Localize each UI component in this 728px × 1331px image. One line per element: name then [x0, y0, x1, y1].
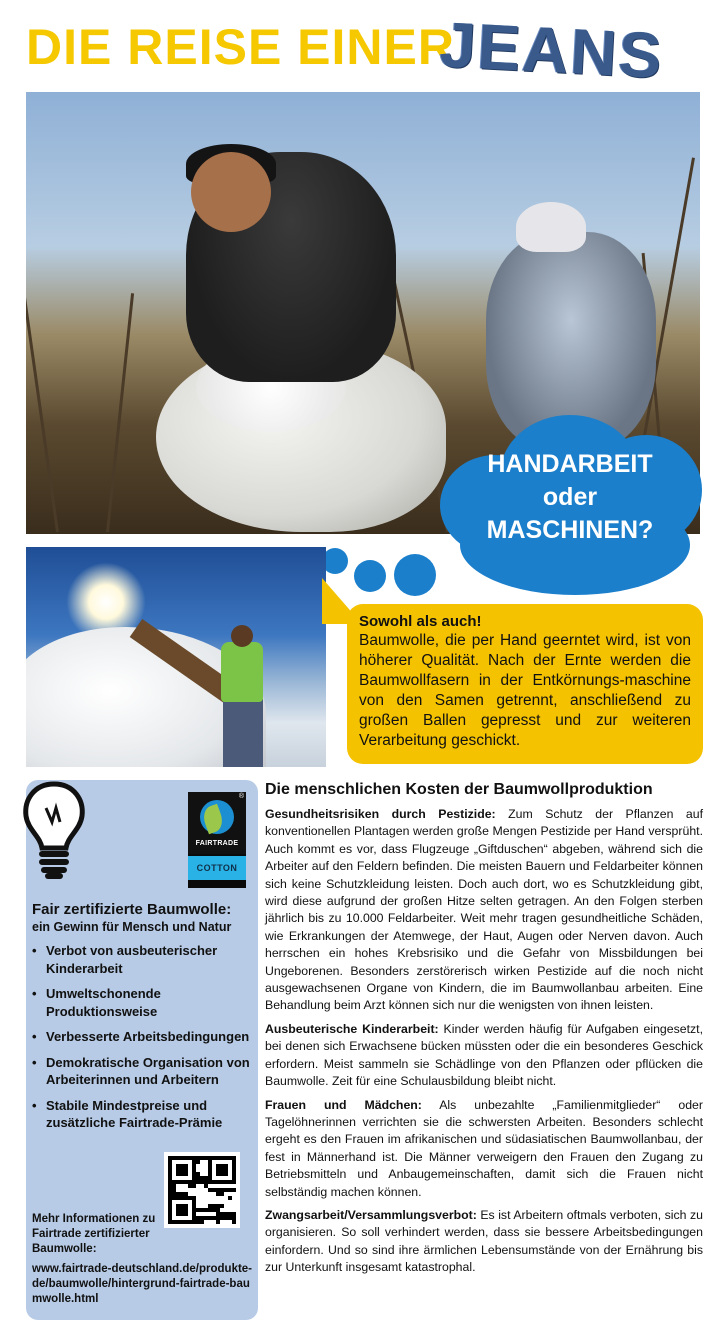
answer-body: Baumwolle, die per Hand geerntet wird, ist von höherer Qualität. Nach der Ernte werden die Baumwollfasern in der Entkörnungs-maschine von den Samen getrennt, anschließend zu großen Ballen gepresst und zur weiteren Verarbeitung geschickt. [359, 632, 691, 749]
article [265, 780, 703, 1283]
qr-code[interactable] [164, 1152, 240, 1228]
registered-mark: ® [238, 793, 244, 800]
cloud-line-1: HANDARBEIT [487, 450, 653, 478]
cloud-question [445, 448, 695, 547]
fairtrade-logo-name: FAIRTRADE [195, 840, 239, 847]
benefit-item: • Verbesserte Arbeitsbedingungen [32, 1028, 252, 1046]
article-section [265, 1021, 703, 1091]
benefit-list [32, 942, 252, 1140]
section-text: Als unbezahlte „Familienmitglieder“ oder Tagelöhnerinnen verrichten sie die schwersten Arbeiten. Besonders schlecht ergeht es den Frauen im afrikanischen und südasiatischen Baumwollanbau, der fest in Männerhand ist. Die Männer verweigern den Frauen den Zugang zu Betriebsmitteln und Anbaugemeinschaften, damit sich die Frauen nicht selbständig machen können. [265, 1097, 703, 1199]
lightbulb-icon [18, 778, 90, 888]
article-section [265, 1097, 703, 1201]
article-section [265, 1207, 703, 1277]
benefit-item: • Demokratische Organisation von Arbeiterinnen und Arbeitern [32, 1054, 252, 1089]
answer-box [347, 604, 703, 764]
cotton-pile-photo [26, 547, 326, 767]
article-heading: Die menschlichen Kosten der Baumwollproduktion [265, 781, 653, 798]
panel-subtitle: ein Gewinn für Mensch und Natur [32, 920, 232, 934]
header [0, 0, 728, 92]
benefit-item: • Umweltschonende Produktionsweise [32, 985, 252, 1020]
section-label: Zwangsarbeit/Versammlungsverbot: [265, 1207, 477, 1222]
article-section [265, 806, 703, 1015]
fairtrade-logo-cotton: COTTON [188, 856, 246, 880]
benefit-item: • Verbot von ausbeuterischer Kinderarbeit [32, 942, 252, 977]
section-text: Kinder werden häufig für Aufgaben eingesetzt, bei denen sich Erwachsene bücken müssten oder die ein besonderes Geschick erfordern. Meist sammeln sie Schädlinge von den Pflanzen oder pflücken die Baumwolle. Zeit für eine Schulausbildung bleibt nicht. [265, 1021, 703, 1089]
section-text: Es ist Arbeitern oftmals verboten, sich zu organisieren. So soll verhindert werden, dass sie bessere Arbeitsbedingungen einfordern. Und so sind ihre ärmlichen Lebensumstände von der Ernährung bis zur Unterkunft insgesamt katastrophal. [265, 1207, 703, 1275]
section-text: Zum Schutz der Pflanzen auf konventionellen Plantagen werden große Mengen Pestizide per Hand versprüht. Auch kommt es vor, dass Flugzeuge „Giftduschen“ abgeben, während sich die Arbeiter auf den Feldern befinden. Die meisten Bauern und Feldarbeiter können sich keine Schutzkleidung leisten. Doch auch dort, wo es Schutzkleidung gibt, wird diese aufgrund der großen Hitze selten getragen. An den Folgen sterben jährlich bis zu 10.000 Feldarbeiter. Weit mehr tragen gesundheitliche Schäden, wie Erkrankungen der Atemwege, der Haut, Augen oder Nerven davon. Auch herrschen ein hohes Krebsrisiko und die Gefahr von Missbildungen bei Ungeborenen. Besonders zerstörerisch wirken Pestizide auf die noch nicht ausgewachsenen Organe von Kindern, die im Baumwollanbau arbeiten. Eine Behandlung beim Arzt können sich nur die wenigsten von ihnen leisten. [265, 807, 703, 1013]
title-jeans: JEANS [438, 8, 666, 92]
benefit-item: • Stabile Mindestpreise und zusätzliche Fairtrade-Prämie [32, 1097, 252, 1132]
fairtrade-logo [188, 792, 246, 888]
more-info-link[interactable]: www.fairtrade-deutschland.de/produkte-de/baumwolle/hintergrund-fairtrade-baumwolle.html [32, 1263, 253, 1305]
more-info-label: Mehr Informationen zu Fairtrade zertifizierter Baumwolle: [32, 1213, 156, 1255]
cloud-line-2: oder [542, 483, 598, 511]
panel-title: Fair zertifizierte Baumwolle: [32, 901, 232, 918]
section-label: Ausbeuterische Kinderarbeit: [265, 1021, 439, 1036]
section-label: Frauen und Mädchen: [265, 1097, 422, 1112]
answer-heading: Sowohl als auch! [359, 613, 482, 630]
cloud-line-3: MASCHINEN? [486, 516, 654, 544]
title-main: DIE REISE EINER [26, 19, 455, 75]
thought-dot [394, 554, 436, 596]
section-label: Gesundheitsrisiken durch Pestizide: [265, 807, 496, 821]
